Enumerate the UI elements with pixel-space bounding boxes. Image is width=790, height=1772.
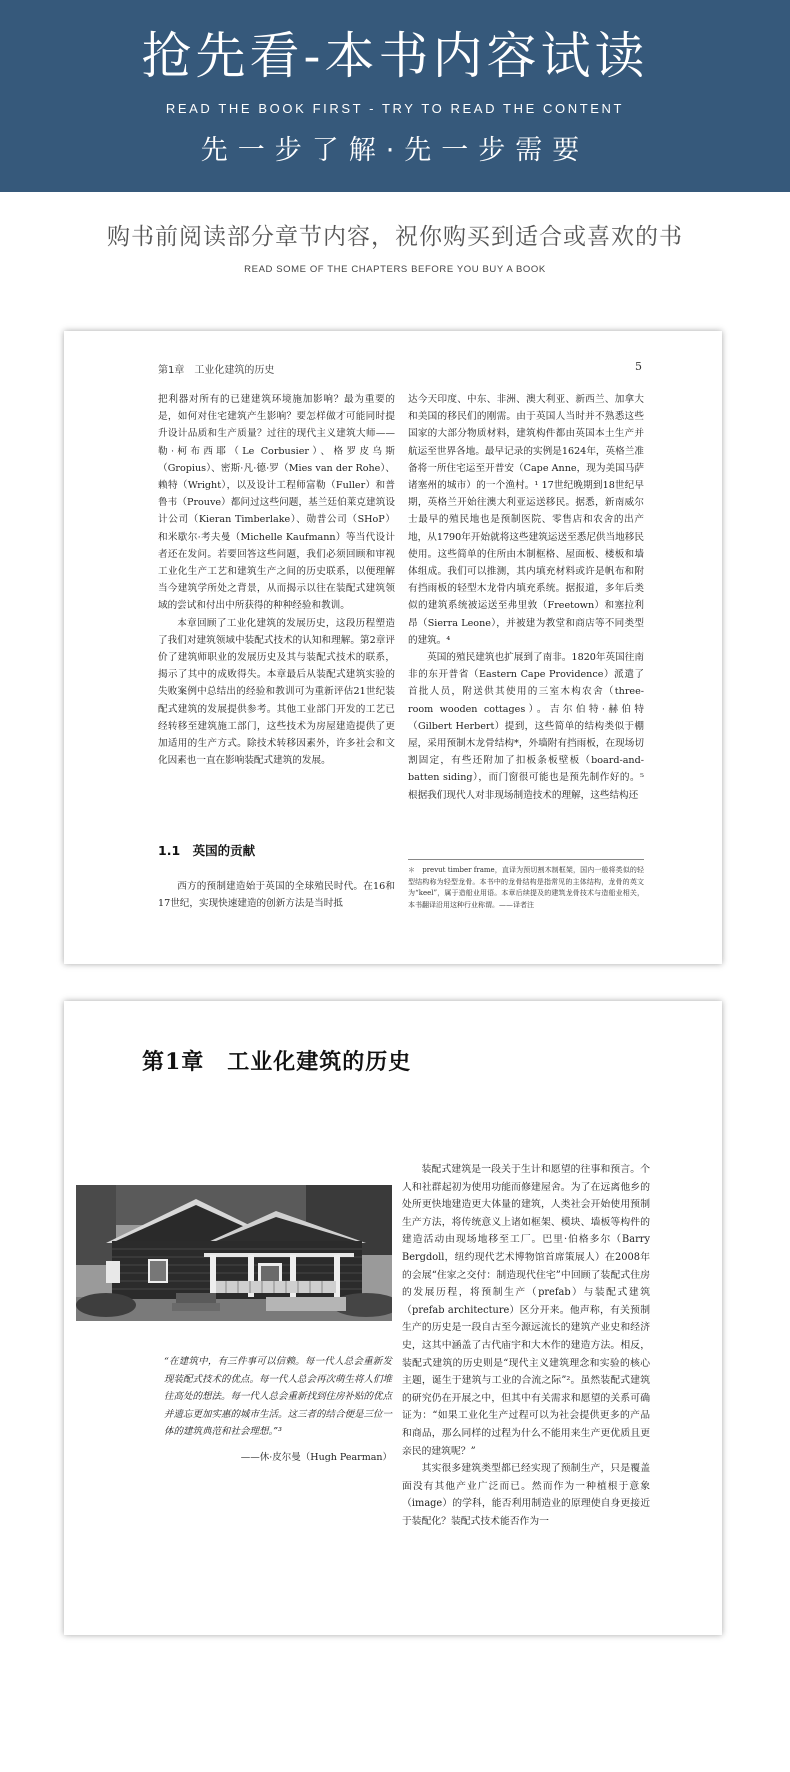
book-page-1 <box>64 331 722 964</box>
banner-title: 抢先看-本书内容试读 <box>141 27 649 85</box>
epigraph-attribution: ——休·皮尔曼（Hugh Pearman） <box>240 1452 392 1463</box>
paragraph: 西方的预制建造始于英国的全球殖民时代。在16和17世纪，实现快速建造的创新方法是当时抵 <box>158 881 395 910</box>
chapter-title: 第1章 工业化建筑的历史 <box>142 1049 412 1075</box>
paragraph: 装配式建筑是一段关于生计和愿望的往事和预言。个人和社群起初为使用功能而修建屋舍。为了在远离他乡的处所更快地建造更大体量的建筑，人类社会开始使用预制生产方法，将传统意义上诸如框架、模块、墙板等构件的建造活动由现场地移至工厂。巴里·伯格多尔（Barry Bergdoll，纽约现代艺术博物馆首席策展人）在2008年的会展“住家之交付：制造现代住宅”中回顾了装配式住房的发展历程，将预制生产（prefab）与装配式建筑（prefab architecture）区分开来。他声称，有关预制生产的历史是一段自古至今源远流长的建筑产业史和经济史，这其中涵盖了古代庙宇和大木作的建造方法。相反，装配式建筑的历史则是“现代主义建筑理念和实验的核心主题，诞生于建筑与工业的合流之际”²。虽然装配式建筑的研究仍在开展之中，但其中有关需求和愿望的关系可确证为：“如果工业化生产过程可以为社会提供更多的产品和商品，那么同样的过程为什么不能用来生产更优质且更亲民的建筑呢？” <box>402 1164 650 1457</box>
page-number: 5 <box>635 360 642 373</box>
footnote-rule <box>408 859 644 860</box>
epigraph-quote: “在建筑中，有三件事可以信赖。每一代人总会重新发现装配式技术的优点。每一代人总会再次萌生将人们堆往高处的想法。每一代人总会重新找到住房补贴的优点并遗忘更加实惠的城市生活。这三者的结合便是三位一体的建筑典范和社会理想。”³ <box>164 1356 393 1438</box>
banner-subtitle-en: READ THE BOOK FIRST - TRY TO READ THE CONTENT <box>165 101 625 116</box>
intro-text: 购书前阅读部分章节内容，祝你购买到适合或喜欢的书 <box>107 224 683 250</box>
right-column <box>402 1161 650 1530</box>
paragraph: 其实很多建筑类型都已经实现了预制生产，只是覆盖面没有其他产业广泛而已。然而作为一种植根于意象（image）的学科，能否利用制造业的原理使自身更接近于装配化？装配式技术能否作为一 <box>402 1463 650 1527</box>
paragraph: 英国的殖民建筑也扩展到了南非。1820年英国往南非的东开普省（Eastern Cape Providence）派遣了首批人员，附送供其使用的三室木构农舍（three-room wooden cottages）。吉尔伯特·赫伯特（Gilbert Herbert）提到，这些简单的结构类似于棚屋，采用预制木龙骨结构*，外墙附有挡雨板，在现场切割固定，有些还附加了扣板条板壁板（board-and-batten siding），而门窗很可能也是预先制作好的。⁵ 根据我们现代人对非现场制造技术的理解，这些结构还 <box>408 652 644 801</box>
book-page-2 <box>64 1001 722 1635</box>
left-column-continued <box>158 878 395 912</box>
intro-text-en: READ SOME OF THE CHAPTERS BEFORE YOU BUY A BOOK <box>244 264 546 275</box>
left-column <box>158 391 395 769</box>
header-banner <box>0 0 790 192</box>
section-heading: 1.1 英国的贡献 <box>158 843 256 858</box>
right-column <box>408 391 644 804</box>
paragraph: 本章回顾了工业化建筑的发展历史，这段历程塑造了我们对建筑领域中装配式技术的认知和理解。第2章评价了建筑师职业的发展历史及其与装配式技术的联系，揭示了其中的成败得失。本章最后从装配式建筑实验的失败案例中总结出的经验和教训可为重新评估21世纪装配式建筑的发展提供参考。其他工业部门开发的工艺已经转移至建筑施工部门，这些技术为房屋建造提供了更加适用的生产方式。除技术转移因素外，许多社会和文化因素也一直在影响装配式建筑的发展。 <box>158 617 395 767</box>
paragraph: 把利器对所有的已建建筑环境施加影响？最为重要的是，如何对住宅建筑产生影响？要怎样做才可能同时提升设计品质和生产质量？过往的现代主义建筑大师——勒·柯布西耶（Le Corbusier）、格罗皮乌斯（Gropius）、密斯·凡·德·罗（Mies van der Rohe）、赖特（Wright），以及设计工程师富勒（Fuller）和普鲁韦（Prouve）都问过这些问题，基兰廷伯莱克建筑设计公司（Kieran Timberlake）、勋普公司（SHoP）和米歇尔·考夫曼（Michelle Kaufmann）等当代设计者还在发问。若要回答这些问题，我们必须回顾和审视工业化生产工艺和建筑生产之间的历史联系，以便理解当今建筑学所处之背景，从而揭示以往在装配式建筑领域的尝试和付出中所获得的种种经验和教训。 <box>158 394 395 612</box>
banner-slogan: 先一步了解·先一步需要 <box>200 135 590 166</box>
running-head: 第1章 工业化建筑的历史 <box>158 365 275 376</box>
paragraph: 达今天印度、中东、非洲、澳大利亚、新西兰、加拿大和美国的移民们的刚需。由于英国人当时并不熟悉这些国家的大部分物质材料，建筑构件都由英国本土生产并航运至世界各地。最早记录的实例是1624年，英格兰准备将一所住宅运至开普安（Cape Anne，现为美国马萨诸塞州的城市）的一个渔村。¹ 17世纪晚期到18世纪早期，英格兰开始往澳大利亚运送移民。据悉，新南威尔士最早的殖民地也是预制医院、零售店和农舍的出产地，从1790年开始就将这些建筑运送至悉尼供当地移民使用。这些简单的住所由木制框格、屋面板、楼板和墙体组成。我们可以推测，其内填充材料或许是帆布和附有挡雨板的轻型木龙骨内填充系统。据报道，多年后类似的建筑系统被运送至弗里敦（Freetown）和塞拉利昂（Sierra Leone），并被建为教堂和商店等不同类型的建筑。⁴ <box>408 394 644 646</box>
house-photo <box>76 1185 392 1321</box>
footnote: ＊ prevut timber frame，直译为预切割木制框架，国内一般将类似的轻型结构称为轻型龙骨。本书中的龙骨结构是指常见的主体结构，龙骨的英文为“keel”，属于造船业用语。本章后续提及的建筑龙骨技术与造船业相关，本书翻译沿用这种行业称谓。——译者注 <box>408 866 644 909</box>
